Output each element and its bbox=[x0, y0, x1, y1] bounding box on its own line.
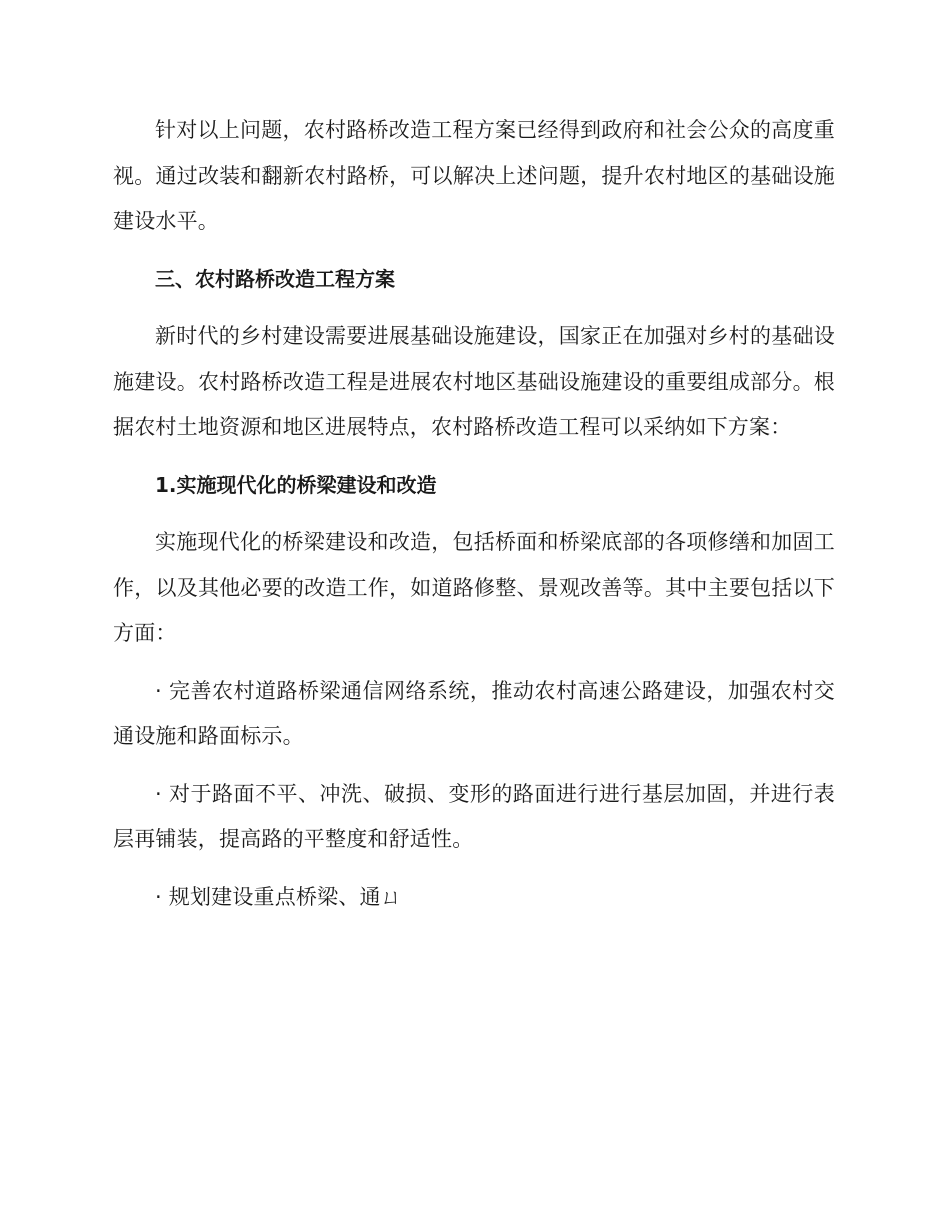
list-item: · 对于路面不平、冲洗、破损、变形的路面进行进行基层加固，并进行表层再铺装，提高路的平整度和舒适性。 bbox=[113, 781, 835, 851]
paragraph-section-3: 新时代的乡村建设需要进展基础设施建设，国家正在加强对乡村的基础设施建设。农村路桥改造工程是进展农村地区基础设施建设的重要组成部分。根据农村土地资源和地区进展特点，农村路桥改造工程可以采纳如下方案： bbox=[113, 324, 835, 439]
list-item: · 完善农村道路桥梁通信网络系统，推动农村高速公路建设，加强农村交通设施和路面标示。 bbox=[113, 678, 835, 748]
subsection-heading-1: 1.实施现代化的桥梁建设和改造 bbox=[155, 472, 437, 497]
section-heading-3: 三、农村路桥改造工程方案 bbox=[155, 266, 395, 291]
document-body bbox=[113, 108, 835, 932]
list-item: · 规划建设重点桥梁、通ㄩ bbox=[155, 884, 402, 909]
paragraph-intro: 针对以上问题，农村路桥改造工程方案已经得到政府和社会公众的高度重视。通过改装和翻新农村路桥，可以解决上述问题，提升农村地区的基础设施建设水平。 bbox=[113, 118, 835, 233]
paragraph-subsection-1: 实施现代化的桥梁建设和改造，包括桥面和桥梁底部的各项修缮和加固工作，以及其他必要的改造工作，如道路修整、景观改善等。其中主要包括以下方面： bbox=[113, 530, 835, 645]
